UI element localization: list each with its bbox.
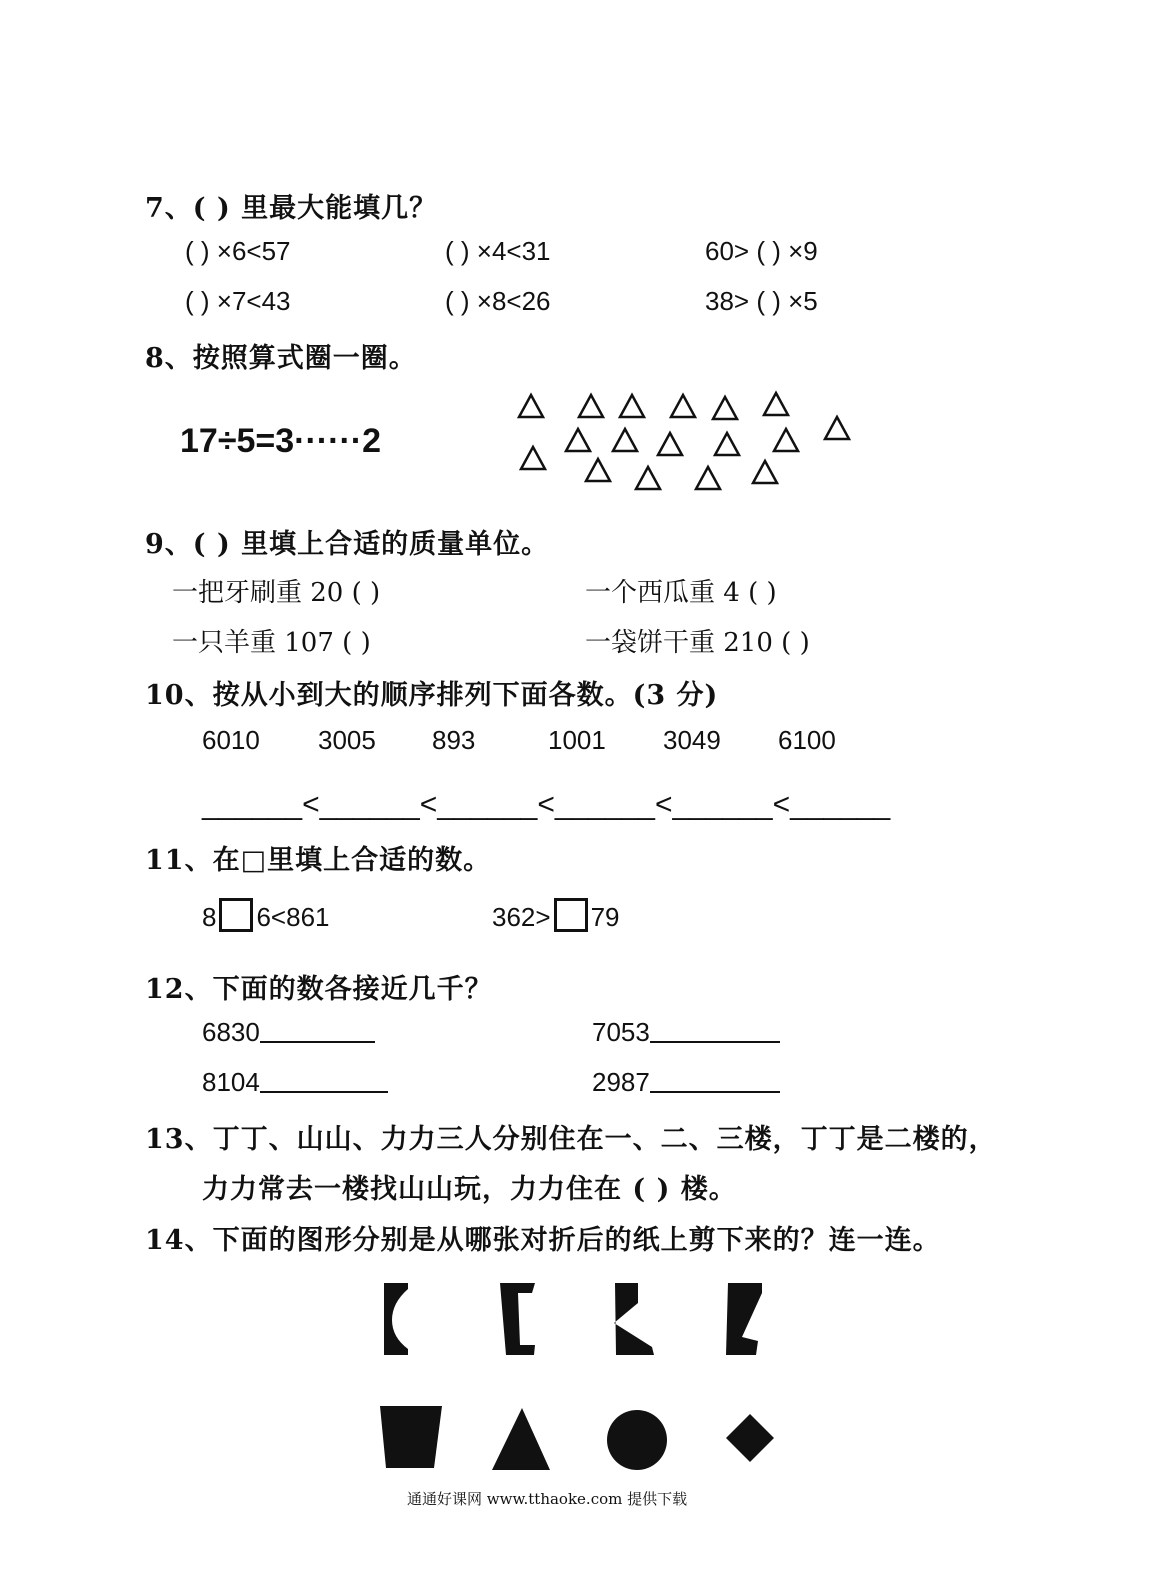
triangle-icon xyxy=(636,467,660,489)
q13-title: 13、丁丁、山山、力力三人分别住在一、二、三楼，丁丁是二楼的， xyxy=(145,1124,997,1155)
q9-title: 9、( ) 里填上合适的质量单位。 xyxy=(145,529,550,560)
q11-expression-2 xyxy=(492,898,620,933)
triangle-icon xyxy=(715,433,739,455)
q12-title: 12、下面的数各接近几千？ xyxy=(145,974,493,1005)
q10-number-3: 893 xyxy=(432,725,476,755)
q7-item-4: ( ) ×7<43 xyxy=(185,286,291,316)
half-diamond-shape xyxy=(726,1283,762,1355)
q10-number-2: 3005 xyxy=(318,725,376,755)
q11-expr2-right: 79 xyxy=(590,902,620,932)
answer-blank[interactable] xyxy=(650,1069,780,1093)
q10-number-5: 3049 xyxy=(663,725,721,755)
triangle-icon xyxy=(764,393,788,415)
q12-item-4 xyxy=(592,1067,780,1098)
triangle-icon xyxy=(579,395,603,417)
q9-item-3: 一只羊重 107 ( ) xyxy=(172,628,371,658)
half-circle-shape xyxy=(384,1283,408,1355)
q9-item-1: 一把牙刷重 20 ( ) xyxy=(172,578,381,608)
answer-box[interactable] xyxy=(554,898,588,932)
answer-box[interactable] xyxy=(219,898,253,932)
triangle-icon xyxy=(713,397,737,419)
q10-number-6: 6100 xyxy=(778,725,836,755)
q8-equation: 17÷5=3······2 xyxy=(180,422,381,460)
q11-expr1-right: 6<861 xyxy=(256,902,330,932)
q14-title: 14、下面的图形分别是从哪张对折后的纸上剪下来的？连一连。 xyxy=(145,1225,941,1256)
q7-item-1: ( ) ×6<57 xyxy=(185,236,291,266)
q7-item-5: ( ) ×8<26 xyxy=(445,286,551,316)
answer-blank[interactable] xyxy=(260,1069,388,1093)
q12-number: 2987 xyxy=(592,1067,650,1097)
q12-item-2 xyxy=(592,1017,780,1048)
q12-number: 8104 xyxy=(202,1067,260,1097)
full-shapes-row xyxy=(370,1398,790,1483)
q11-expression-1 xyxy=(202,898,330,933)
triangle-shape xyxy=(492,1408,550,1470)
q12-number: 6830 xyxy=(202,1017,260,1047)
q10-number-4: 1001 xyxy=(548,725,606,755)
footer-credit: 通通好课网 www.tthaoke.com 提供下载 xyxy=(407,1490,688,1508)
triangle-icon xyxy=(774,429,798,451)
triangle-icon xyxy=(613,429,637,451)
q7-item-2: ( ) ×4<31 xyxy=(445,236,551,266)
triangle-icon xyxy=(566,429,590,451)
triangle-icon xyxy=(519,395,543,417)
diamond-shape xyxy=(726,1414,774,1462)
q10-answer-line[interactable]: ______<______<______<______<______<______ xyxy=(202,788,891,821)
q9-item-2: 一个西瓜重 4 ( ) xyxy=(585,578,777,608)
q12-number: 7053 xyxy=(592,1017,650,1047)
folded-shapes-row xyxy=(370,1275,790,1370)
answer-blank[interactable] xyxy=(260,1019,375,1043)
q13-line2: 力力常去一楼找山山玩，力力住在 ( ) 楼。 xyxy=(202,1174,737,1205)
triangle-icon xyxy=(825,417,849,439)
q12-item-1 xyxy=(202,1017,375,1048)
q11-title: 11、在□里填上合适的数。 xyxy=(145,845,492,876)
half-trapezoid-shape xyxy=(500,1283,535,1355)
half-triangle-shape xyxy=(614,1283,654,1355)
q8-title: 8、按照算式圈一圈。 xyxy=(145,343,417,374)
triangle-icon xyxy=(658,433,682,455)
triangle-icon xyxy=(620,395,644,417)
answer-blank[interactable] xyxy=(650,1019,780,1043)
q7-title: 7、( ) 里最大能填几？ xyxy=(145,193,438,224)
triangle-icon xyxy=(521,447,545,469)
q11-expr1-left: 8 xyxy=(202,902,217,932)
triangle-group xyxy=(505,385,865,500)
q12-item-3 xyxy=(202,1067,388,1098)
q7-item-3: 60> ( ) ×9 xyxy=(705,236,818,266)
triangle-icon xyxy=(696,467,720,489)
q7-item-6: 38> ( ) ×5 xyxy=(705,286,818,316)
triangle-icon xyxy=(753,461,777,483)
triangle-icon xyxy=(671,395,695,417)
circle-shape xyxy=(607,1410,667,1470)
q9-item-4: 一袋饼干重 210 ( ) xyxy=(585,628,810,658)
q11-expr2-left: 362> xyxy=(492,902,551,932)
triangle-icon xyxy=(586,459,610,481)
q10-number-1: 6010 xyxy=(202,725,260,755)
trapezoid-shape xyxy=(380,1406,442,1468)
q10-title: 10、按从小到大的顺序排列下面各数。(3 分) xyxy=(145,680,719,711)
